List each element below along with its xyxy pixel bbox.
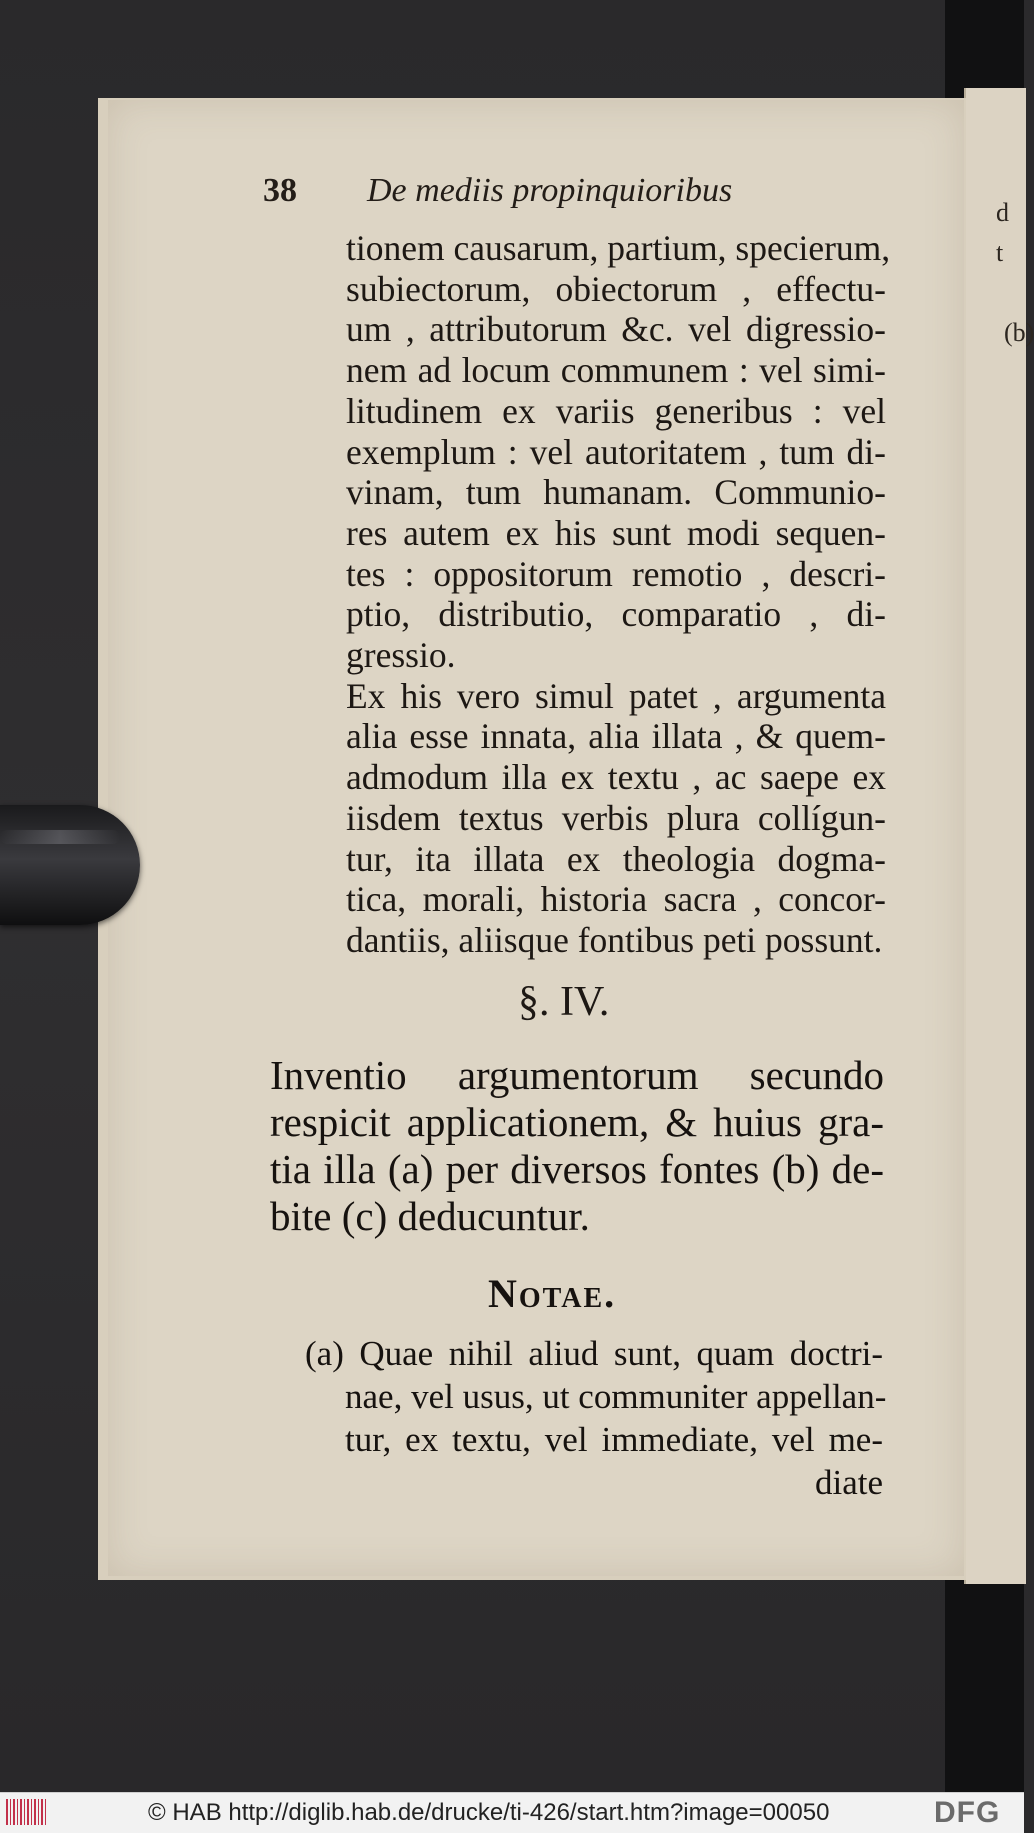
text-line: nem ad locum communem : vel simi- bbox=[346, 350, 886, 391]
text-line: Ex his vero simul patet , argumenta bbox=[346, 675, 886, 716]
text-line: tionem causarum, partium, specierum, bbox=[346, 228, 891, 268]
next-page-fragment: (b) bbox=[1004, 318, 1034, 347]
text-line: tur, ex textu, vel immediate, vel me- bbox=[345, 1420, 883, 1459]
text-line: gressio. bbox=[346, 635, 456, 676]
text-line: subiectorum, obiectorum , effectu- bbox=[346, 268, 886, 309]
page-number: 38 bbox=[263, 172, 297, 209]
text-line: tia illa (a) per diversos fontes (b) de- bbox=[270, 1146, 884, 1192]
section-paragraph bbox=[270, 1052, 884, 1240]
page-clip bbox=[0, 805, 140, 925]
text-line: um , attributorum &c. vel digressio- bbox=[346, 309, 886, 350]
text-line: bite (c) deducuntur. bbox=[270, 1193, 590, 1239]
next-page-fragment: t bbox=[996, 238, 1004, 267]
text-line: respicit applicationem, & huius gra- bbox=[270, 1099, 884, 1145]
text-line: res autem ex his sunt modi sequen- bbox=[346, 512, 886, 553]
running-head bbox=[263, 172, 763, 210]
note-paragraph bbox=[305, 1332, 887, 1504]
text-line: tes : oppositorum remotio , descri- bbox=[346, 553, 886, 594]
text-line: nae, vel usus, ut communiter appellan- bbox=[345, 1377, 887, 1416]
next-page-fragment: d bbox=[996, 198, 1009, 227]
text-line: (a) Quae nihil aliud sunt, quam doctri- bbox=[305, 1334, 883, 1373]
text-line: tur, ita illata ex theologia dogma- bbox=[346, 838, 886, 879]
text-line: exemplum : vel autoritatem , tum di- bbox=[346, 431, 886, 472]
body-text bbox=[346, 228, 891, 961]
next-page-edge bbox=[964, 88, 1034, 1584]
text-line: ptio, distributio, comparatio , di- bbox=[346, 594, 886, 635]
notes-heading: Notae. bbox=[488, 1271, 617, 1316]
hab-logo-icon bbox=[6, 1799, 48, 1825]
catchword: diate bbox=[814, 1463, 883, 1502]
text-line: tica, morali, historia sacra , concor- bbox=[346, 879, 886, 920]
text-line: litudinem ex variis generibus : vel bbox=[346, 390, 886, 431]
text-line: vinam, tum humanam. Communio- bbox=[346, 472, 886, 513]
text-line: admodum illa ex textu , ac saepe ex bbox=[346, 757, 886, 798]
text-line: dantiis, aliisque fontibus peti possunt. bbox=[346, 919, 883, 960]
text-line: iisdem textus verbis plura collígun- bbox=[346, 797, 886, 838]
section-heading: §. IV. bbox=[518, 979, 610, 1025]
page-clip-highlight bbox=[0, 830, 120, 844]
text-line: Inventio argumentorum secundo bbox=[270, 1052, 884, 1098]
running-title: De mediis propinquioribus bbox=[367, 172, 733, 209]
dfg-logo: DFG bbox=[934, 1796, 1001, 1829]
footer-credit-link[interactable]: © HAB http://diglib.hab.de/drucke/ti-426/start.htm?image=00050 bbox=[148, 1799, 830, 1826]
text-line: alia esse innata, alia illata , & quem- bbox=[346, 716, 886, 757]
